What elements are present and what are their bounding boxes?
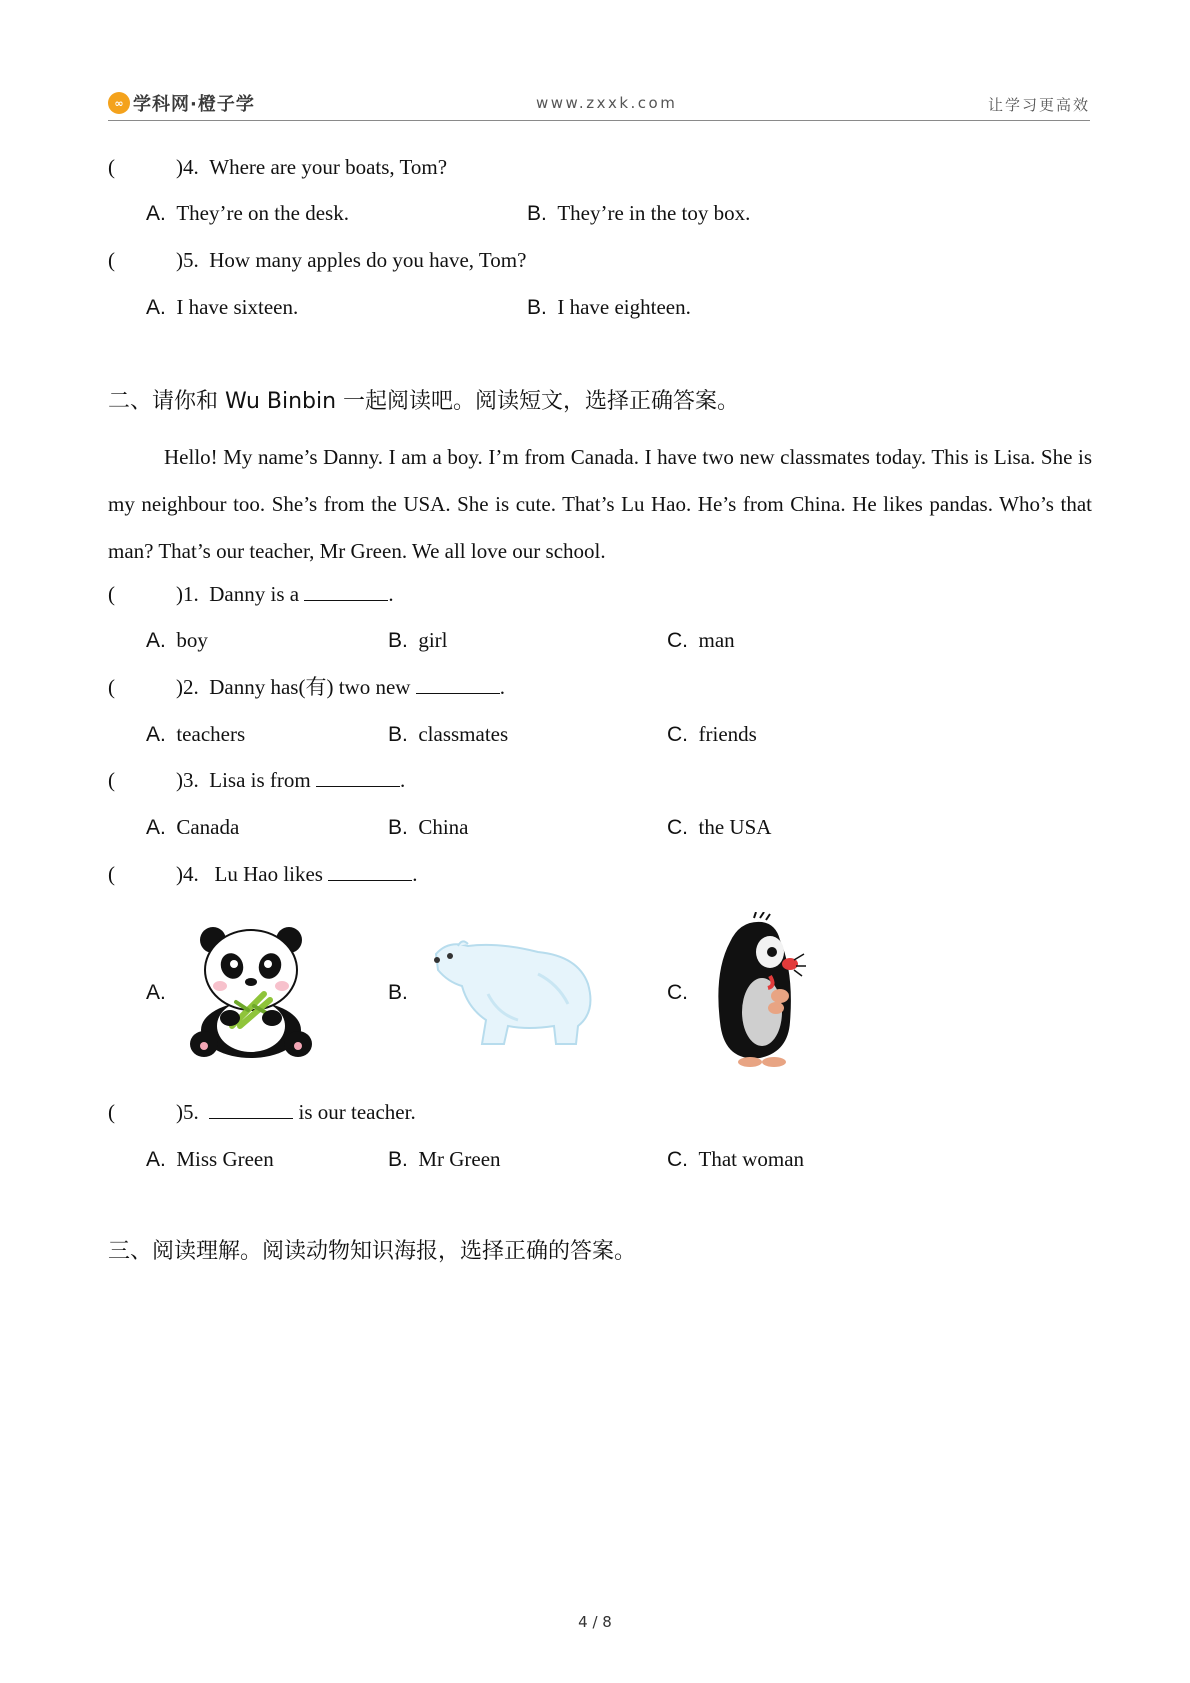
option-c: C. That woman: [667, 1147, 805, 1171]
answer-blank: [328, 860, 412, 881]
question-row: ( )5. is our teacher.: [108, 1100, 416, 1124]
question-row: ( )1. Danny is a .: [108, 582, 394, 606]
polar-bear-icon: [428, 934, 600, 1048]
option-b: B. Mr Green: [388, 1147, 501, 1171]
question-text: Where are your boats, Tom?: [209, 155, 448, 179]
question-text: How many apples do you have, Tom?: [209, 248, 527, 272]
option-a: A. Miss Green: [146, 1147, 274, 1171]
option-b: B. I have eighteen.: [527, 295, 691, 319]
section-3-title: 三、阅读理解。阅读动物知识海报，选择正确的答案。: [108, 1239, 637, 1264]
option-a: A. Canada: [146, 815, 240, 839]
question-row: ( )4. Where are your boats, Tom?: [108, 155, 448, 179]
option-a: A. teachers: [146, 722, 246, 746]
option-b: B. China: [388, 815, 469, 839]
logo-text: 学科网·橙子学: [133, 94, 255, 115]
option-a: A. boy: [146, 628, 208, 652]
answer-blank: [304, 580, 388, 601]
answer-blank: [209, 1098, 293, 1119]
page-header: [108, 86, 1090, 121]
mole-icon: [710, 912, 806, 1070]
option-a: A. They’re on the desk.: [146, 201, 349, 225]
reading-passage: Hello! My name’s Danny. I am a boy. I’m from Canada. I have two new classmates today. This is Lisa. She is my neighbour too. She’s from the USA. She is cute. That’s Lu Hao. He’s from China. He likes pandas. Who’s that man? That’s our teacher, Mr Green. We all love our school.: [108, 445, 1092, 563]
question-row: ( )5. How many apples do you have, Tom?: [108, 248, 527, 272]
answer-blank: [316, 766, 400, 787]
question-row: ( )3. Lisa is from .: [108, 768, 406, 792]
page-number: 4 / 8: [578, 1613, 612, 1631]
option-a: A.: [146, 981, 166, 1004]
option-c: C. man: [667, 628, 735, 652]
option-c: C. the USA: [667, 815, 772, 839]
option-b: B. They’re in the toy box.: [527, 201, 751, 225]
option-b: B.: [388, 981, 408, 1004]
header-url: www.zxxk.com: [536, 94, 678, 112]
logo-mark-icon: ∞: [108, 92, 130, 114]
answer-blank: [416, 673, 500, 694]
option-a: A. I have sixteen.: [146, 295, 299, 319]
question-row: ( )4. Lu Hao likes .: [108, 862, 418, 886]
header-slogan: 让学习更高效: [987, 96, 1090, 114]
question-row: ( )2. Danny has(有) two new .: [108, 675, 505, 699]
option-b: B. girl: [388, 628, 448, 652]
option-c: C. friends: [667, 722, 757, 746]
option-c: C.: [667, 981, 688, 1004]
panda-icon: [188, 922, 314, 1062]
section-2-title: 二、请你和 Wu Binbin 一起阅读吧。阅读短文，选择正确答案。: [108, 389, 740, 414]
logo: [108, 90, 255, 116]
option-b: B. classmates: [388, 722, 509, 746]
